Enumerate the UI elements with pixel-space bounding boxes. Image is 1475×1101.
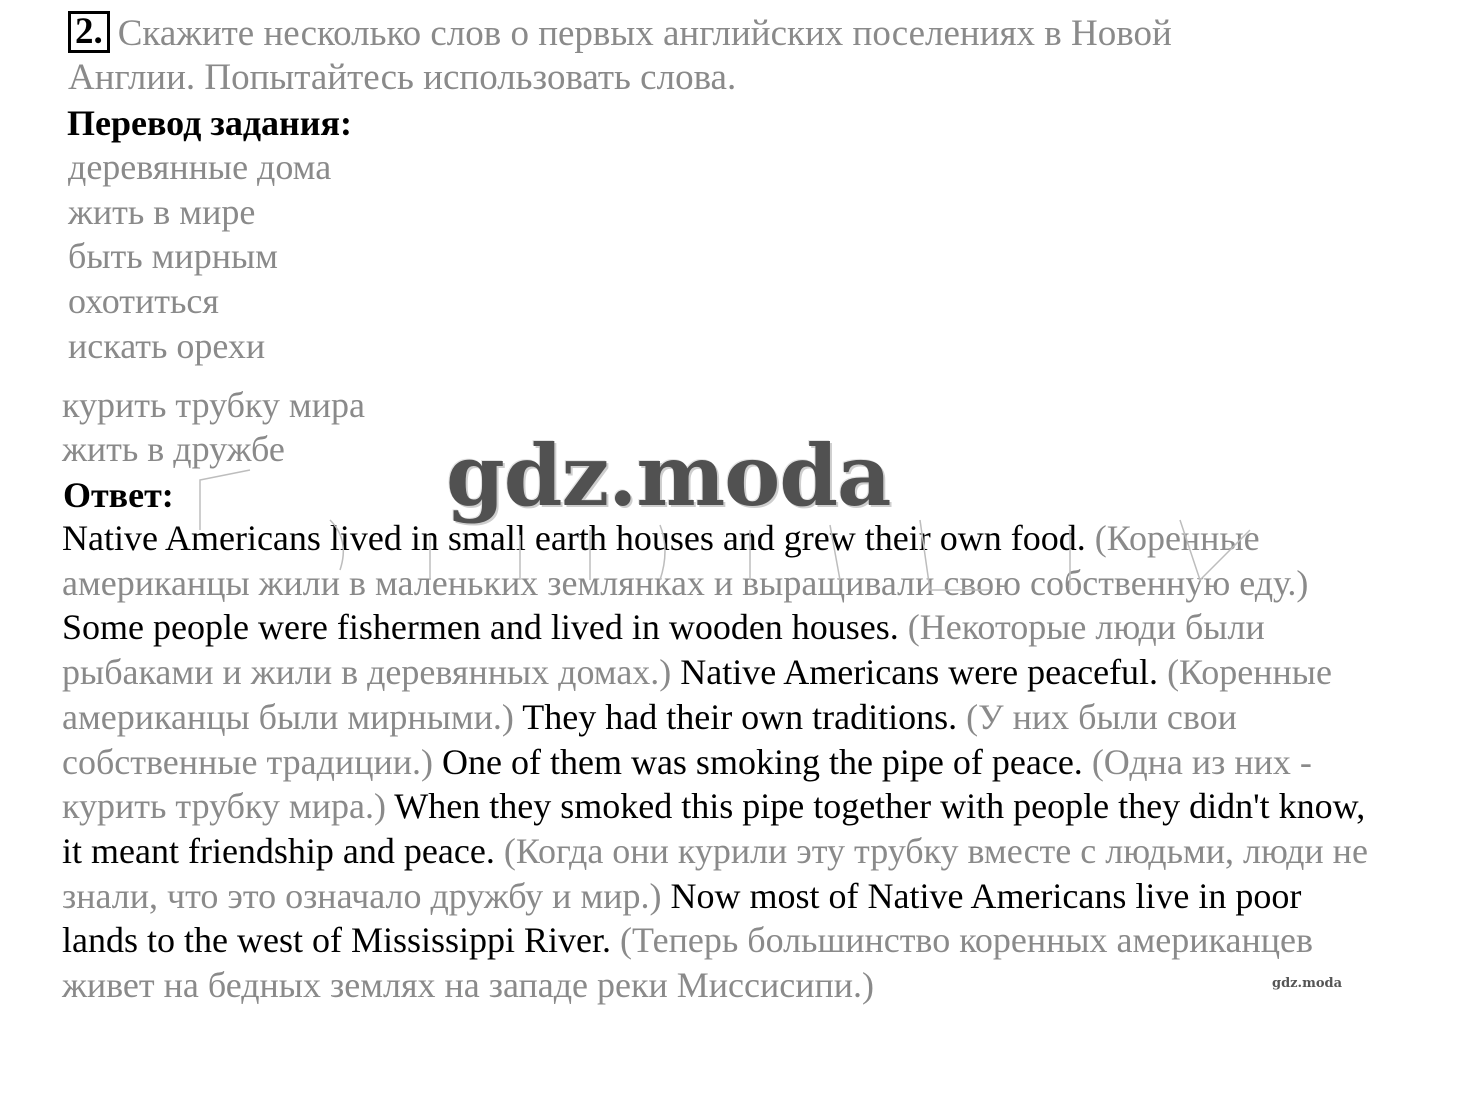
task-number: 2. bbox=[68, 11, 110, 53]
phrase-wooden-houses: деревянные дома bbox=[68, 147, 332, 187]
translation-heading: Перевод задания: bbox=[67, 103, 352, 143]
answer-en-1: Native Americans lived in small earth houses and grew their own food. bbox=[62, 518, 1095, 558]
phrase-look-for-nuts: искать орехи bbox=[68, 326, 266, 366]
answer-ru-1: (Коренные американцы жили в маленьких землянках и выращивали свою собственную еду.) bbox=[62, 518, 1309, 603]
answer-ru-7: (Теперь большинство коренных американцев живет на бедных землях на западе реки Миссисипи.) bbox=[62, 920, 1313, 1006]
task-line-2: Англии. Попытайтесь использовать слова. bbox=[68, 57, 737, 98]
answer-ru-6: (Когда они курили эту трубку вместе с людьми, люди не знали, что это означало дружбу и мир.) bbox=[62, 830, 1368, 916]
answer-ru-5: (Одна из них - курить трубку мира.) bbox=[62, 741, 1312, 827]
phrase-live-in-friendship: жить в дружбе bbox=[62, 429, 285, 469]
task-text-1: Скажите несколько слов о первых английских поселениях в Новой bbox=[117, 13, 1172, 54]
phrase-be-peaceful: быть мирным bbox=[68, 236, 278, 276]
answer-en-2: Some people were fishermen and lived in wooden houses. bbox=[62, 607, 908, 648]
task-line-1 bbox=[68, 11, 1172, 56]
answer-ru-3: (Коренные американцы были мирными.) bbox=[62, 652, 1332, 737]
answer-en-6: When they smoked this pipe together with people they didn't know, it meant friendship and peace. bbox=[62, 786, 1366, 871]
phrase-smoke-pipe: курить трубку мира bbox=[62, 385, 365, 425]
answer-en-7: Now most of Native Americans live in poor lands to the west of Mississippi River. bbox=[62, 875, 1302, 961]
phrase-live-in-peace: жить в мире bbox=[68, 192, 256, 232]
answer-en-5: One of them was smoking the pipe of peace. bbox=[442, 741, 1092, 782]
watermark-small: gdz.moda bbox=[1272, 976, 1343, 991]
answer-en-4: They had their own traditions. bbox=[522, 696, 967, 737]
answer-ru-4: (У них были свои собственные традиции.) bbox=[62, 696, 1237, 782]
phrase-hunt: охотиться bbox=[68, 281, 219, 321]
answer-ru-2: (Некоторые люди были рыбаками и жили в деревянных домах.) bbox=[62, 607, 1265, 693]
answer-heading: Ответ: bbox=[63, 475, 174, 515]
answer-en-3: Native Americans were peaceful. bbox=[680, 652, 1168, 693]
watermark-logo: gdz.moda bbox=[446, 426, 891, 525]
